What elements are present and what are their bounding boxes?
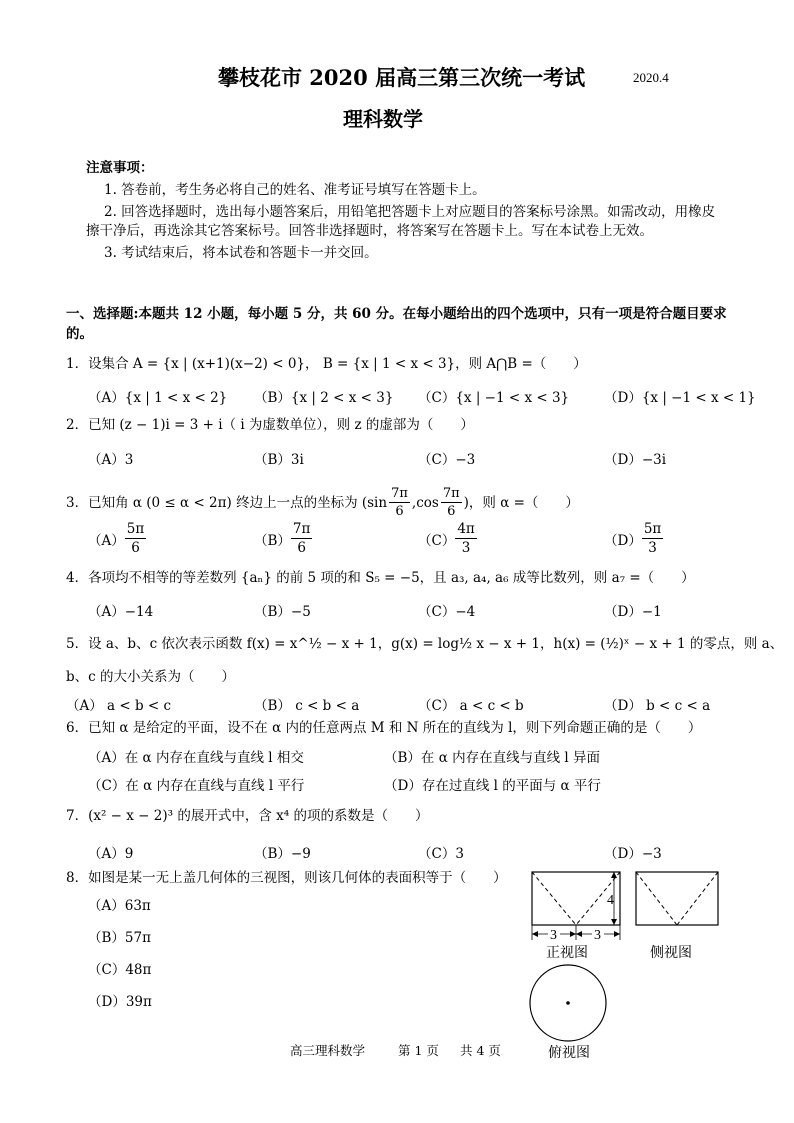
q8-option-c: （C）48π: [88, 962, 152, 978]
footer-total: 共 4 页: [460, 1043, 501, 1058]
question-7-stem: 7．(x² − x − 2)³ 的展开式中，含 x⁴ 的项的系数是（ ）: [66, 808, 429, 824]
question-8-stem: 8．如图是某一无上盖几何体的三视图，则该几何体的表面积等于（ ）: [66, 870, 507, 886]
question-5-stem-cont: b、c 的大小关系为（ ）: [66, 669, 235, 685]
front-view: [532, 872, 620, 961]
q3-stem-part-a: 3．已知角 α (0 ≤ α < 2π) 终边上一点的坐标为 (sin: [66, 494, 388, 511]
notice-item-2-cont: 擦干净后，再选涂其它答案标号。回答非选择题时，将答案写在答题卡上。写在本试卷上无效。: [86, 223, 653, 239]
question-3-stem: [66, 485, 579, 520]
q5-option-a: （A） a < b < c: [66, 698, 172, 714]
width-arrow-3: [576, 931, 582, 937]
q4-option-b: （B）−5: [254, 604, 311, 620]
subject-title: 理科数学: [343, 107, 423, 131]
exam-date: 2020.4: [633, 70, 669, 85]
q7-option-a: （A）9: [88, 846, 134, 862]
side-view: [636, 872, 718, 961]
q3-fraction-cos: [441, 485, 462, 520]
side-view-dashed-right: [677, 872, 718, 925]
q1-option-d: （D）{x | −1 < x < 1}: [604, 390, 756, 406]
question-5-stem: 5．设 a、b、c 依次表示函数 f(x) = x^½ − x + 1，g(x) = log½ x − x + 1，h(x) = (½)ˣ − x + 1 的零点，则 a、: [66, 636, 784, 652]
q6-option-d: （D）存在过直线 l 的平面与 α 平行: [384, 778, 601, 794]
dim-right-label: 3: [594, 928, 601, 943]
q3-option-a-label: （A）: [88, 532, 125, 549]
q3-option-b-den: 6: [297, 540, 306, 556]
notice-item-3: 3. 考试结束后，将本试卷和答题卡一并交回。: [104, 245, 378, 261]
q3-option-d: [604, 520, 663, 557]
q5-option-d: （D） b < c < a: [604, 698, 711, 714]
question-6-stem: 6．已知 α 是给定的平面，设不在 α 内的任意两点 M 和 N 所在的直线为 l，则下列命题正确的是（ ）: [66, 720, 702, 736]
q6-option-a: （A）在 α 内存在直线与直线 l 相交: [88, 750, 304, 766]
width-arrow-2: [570, 931, 576, 937]
q8-option-a: （A）63π: [88, 898, 151, 914]
q5-option-b: （B） c < b < a: [254, 698, 360, 714]
q3-fraction-sin: [389, 485, 410, 520]
q5-option-c: （C） a < c < b: [418, 698, 524, 714]
side-view-label: 侧视图: [650, 946, 692, 961]
notice-item-2: 2. 回答选择题时，选出每小题答案后，用铅笔把答题卡上对应题目的答案标号涂黑。如需改动，用橡皮: [104, 204, 716, 220]
q3-option-b: [254, 520, 312, 557]
height-dimension-label: 4: [607, 893, 614, 908]
q3-option-d-num: 5π: [643, 521, 662, 537]
footer-page: 第 1 页: [398, 1043, 439, 1058]
q3-option-b-num: 7π: [292, 521, 311, 537]
q3-option-a: [88, 520, 146, 557]
q3-frac2-num: 7π: [442, 486, 460, 501]
q2-option-d: （D）−3i: [604, 452, 667, 468]
front-view-dashed-left: [532, 872, 576, 925]
notice-item-1: 1. 答卷前，考生务必将自己的姓名、准考证号填写在答题卡上。: [104, 182, 486, 198]
q7-option-c: （C）3: [418, 846, 464, 862]
height-arrow-bottom: [611, 919, 617, 925]
q4-option-a: （A）−14: [88, 604, 154, 620]
q1-option-b: （B）{x | 2 < x < 3}: [254, 390, 394, 406]
q3-option-b-label: （B）: [254, 532, 291, 549]
q2-option-a: （A）3: [88, 452, 134, 468]
q3-frac1-num: 7π: [391, 486, 408, 501]
q3-stem-part-b: ,cos: [411, 494, 439, 511]
front-view-label: 正视图: [546, 946, 588, 961]
section-header: 一、选择题:本题共 12 小题，每小题 5 分，共 60 分。在每小题给出的四个选项中，只有一项是符合题目要求: [66, 306, 727, 322]
q3-option-b-frac: [291, 520, 312, 557]
q3-option-d-frac: [642, 520, 663, 557]
side-view-rect: [636, 872, 718, 925]
question-4-stem: 4．各项均不相等的等差数列 {aₙ} 的前 5 项的和 S₅ = −5，且 a₃, a₄, a₆ 成等比数列，则 a₇ =（ ）: [66, 570, 695, 586]
section-header-cont: 的。: [66, 326, 93, 342]
q4-option-d: （D）−1: [604, 604, 662, 620]
q2-option-b: （B）3i: [254, 452, 304, 468]
question-2-stem: 2．已知 (z − 1)i = 3 + i（ i 为虚数单位），则 z 的虚部为（ ）: [66, 417, 474, 433]
q3-option-c-label: （C）: [418, 532, 456, 549]
top-view: [530, 965, 606, 1061]
q8-option-b: （B）57π: [88, 930, 151, 946]
q2-option-c: （C）−3: [418, 452, 476, 468]
q1-option-a: （A）{x | 1 < x < 2}: [88, 390, 228, 406]
q3-option-c-num: 4π: [457, 521, 475, 537]
q3-option-d-label: （D）: [604, 532, 642, 549]
question-1-stem: 1．设集合 A = {x | (x+1)(x−2) < 0}， B = {x | 1 < x < 3}，则 A⋂B =（ ）: [66, 356, 587, 372]
q7-option-d: （D）−3: [604, 846, 662, 862]
footer-title: 高三理科数学: [290, 1043, 366, 1058]
q1-option-c: （C）{x | −1 < x < 3}: [418, 390, 570, 406]
q3-frac2-den: 6: [447, 504, 456, 519]
q3-option-d-den: 3: [648, 540, 657, 556]
q8-option-d: （D）39π: [88, 994, 152, 1010]
q3-frac1-den: 6: [395, 504, 404, 519]
dim-left-label: 3: [550, 928, 557, 943]
three-view-figure: [520, 862, 730, 1062]
notice-heading: 注意事项：: [86, 160, 154, 176]
q6-option-b: （B）在 α 内存在直线与直线 l 异面: [384, 750, 601, 766]
q4-option-c: （C）−4: [418, 604, 476, 620]
exam-title: 攀枝花市 2020 届高三第三次统一考试: [218, 65, 586, 90]
side-view-dashed-left: [636, 872, 677, 925]
q3-option-a-num: 5π: [126, 521, 145, 537]
top-view-label: 俯视图: [548, 1046, 590, 1061]
q3-option-c-frac: [455, 520, 476, 557]
q3-option-a-frac: [125, 520, 146, 557]
width-arrow-4: [614, 931, 620, 937]
q3-option-c-den: 3: [461, 540, 471, 556]
width-arrow-1: [532, 931, 538, 937]
height-arrow-top: [611, 872, 617, 878]
q3-option-c: [418, 520, 477, 557]
q7-option-b: （B）−9: [254, 846, 311, 862]
q3-option-a-den: 6: [131, 540, 140, 556]
top-view-center: [566, 1001, 570, 1005]
q3-stem-part-c: )，则 α =（ ）: [463, 494, 579, 511]
q6-option-c: （C）在 α 内存在直线与直线 l 平行: [88, 778, 305, 794]
